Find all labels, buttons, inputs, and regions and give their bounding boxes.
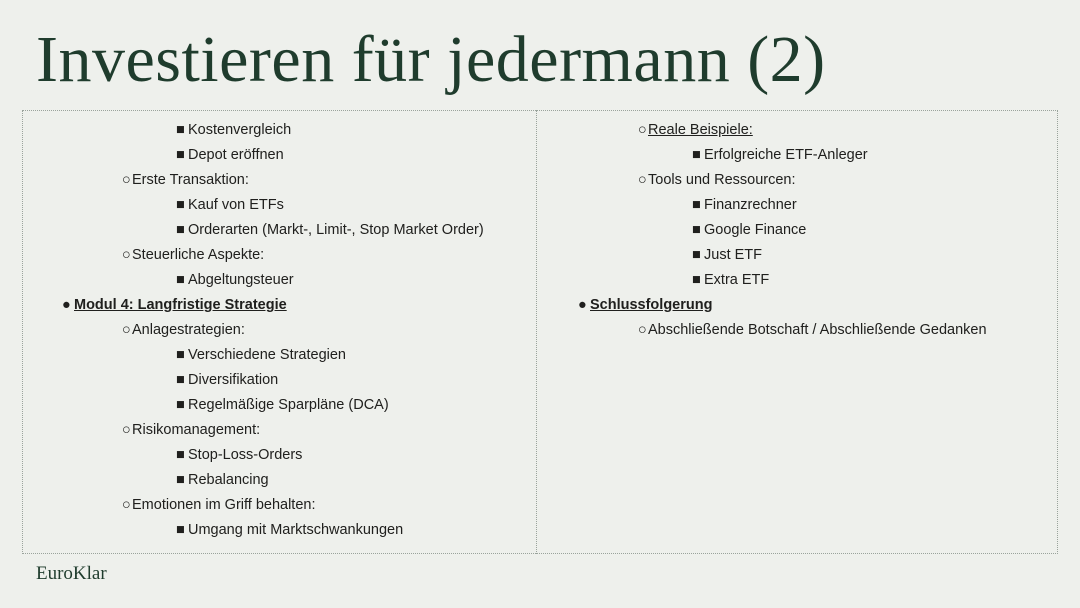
list-item-label: Abschließende Botschaft / Abschließende Gedanken — [648, 322, 987, 338]
footer-brand: EuroKlar — [36, 563, 107, 584]
list-item — [22, 493, 536, 518]
bullet-icon: ■ — [176, 372, 185, 388]
right-bullet-list — [538, 118, 1058, 343]
list-item-label: Kauf von ETFs — [188, 197, 284, 213]
bullet-icon: ■ — [176, 397, 185, 413]
bullet-icon: ■ — [176, 522, 185, 538]
list-item — [22, 418, 536, 443]
left-column — [22, 110, 536, 554]
list-item — [538, 193, 1058, 218]
bullet-icon: ○ — [122, 247, 131, 263]
list-item — [538, 143, 1058, 168]
left-bullet-list — [22, 118, 536, 543]
list-item-label: Depot eröffnen — [188, 147, 284, 163]
bullet-icon: ○ — [122, 322, 131, 338]
right-column — [536, 110, 1058, 554]
list-item — [22, 318, 536, 343]
bullet-icon: ■ — [176, 122, 185, 138]
list-item-label: Erste Transaktion: — [132, 172, 249, 188]
list-item — [538, 218, 1058, 243]
bullet-icon: ○ — [122, 422, 131, 438]
list-item — [22, 343, 536, 368]
list-item — [538, 168, 1058, 193]
list-item — [22, 118, 536, 143]
bullet-icon: ■ — [692, 222, 701, 238]
page-title: Investieren für jedermann (2) — [36, 23, 826, 96]
bullet-icon: ■ — [692, 197, 701, 213]
bullet-icon: ■ — [176, 347, 185, 363]
list-item — [22, 218, 536, 243]
list-item — [22, 393, 536, 418]
bullet-icon: ● — [62, 297, 71, 313]
list-item-label: Finanzrechner — [704, 197, 797, 213]
list-item-label: Rebalancing — [188, 472, 269, 488]
list-item — [538, 318, 1058, 343]
list-item — [22, 243, 536, 268]
list-item-label: Orderarten (Markt-, Limit-, Stop Market Order) — [188, 222, 484, 238]
list-item-label: Extra ETF — [704, 272, 770, 288]
list-item — [22, 293, 536, 318]
bullet-icon: ■ — [176, 147, 185, 163]
bullet-icon: ■ — [176, 222, 185, 238]
bullet-icon: ○ — [638, 322, 647, 338]
bullet-icon: ■ — [176, 447, 185, 463]
list-item — [538, 268, 1058, 293]
list-item-label: Anlagestrategien: — [132, 322, 245, 338]
list-item — [22, 468, 536, 493]
bullet-icon: ■ — [692, 247, 701, 263]
list-item-label: Modul 4: Langfristige Strategie — [74, 297, 287, 313]
list-item-label: Just ETF — [704, 247, 763, 263]
list-item-label: Abgeltungsteuer — [188, 272, 294, 288]
list-item-label: Stop-Loss-Orders — [188, 447, 303, 463]
list-item-label: Google Finance — [704, 222, 807, 238]
bullet-icon: ■ — [176, 197, 185, 213]
bullet-icon: ■ — [692, 272, 701, 288]
bullet-icon: ■ — [692, 147, 701, 163]
content-columns — [22, 110, 1058, 554]
list-item-label: Diversifikation — [188, 372, 279, 388]
bullet-icon: ■ — [176, 472, 185, 488]
list-item — [22, 168, 536, 193]
bullet-icon: ○ — [122, 497, 131, 513]
bullet-icon: ○ — [638, 122, 647, 138]
list-item — [538, 243, 1058, 268]
list-item-label: Reale Beispiele: — [648, 122, 753, 138]
list-item — [538, 293, 1058, 318]
list-item-label: Schlussfolgerung — [590, 297, 713, 313]
bullet-icon: ● — [578, 297, 587, 313]
list-item — [22, 443, 536, 468]
list-item-label: Kostenvergleich — [188, 122, 292, 138]
list-item — [22, 518, 536, 543]
list-item-label: Steuerliche Aspekte: — [132, 247, 265, 263]
list-item-label: Emotionen im Griff behalten: — [132, 497, 316, 513]
list-item — [22, 368, 536, 393]
bullet-icon: ○ — [638, 172, 647, 188]
list-item — [22, 143, 536, 168]
list-item — [22, 268, 536, 293]
list-item — [538, 118, 1058, 143]
list-item-label: Umgang mit Marktschwankungen — [188, 522, 404, 538]
bullet-icon: ○ — [122, 172, 131, 188]
list-item-label: Erfolgreiche ETF-Anleger — [704, 147, 868, 163]
list-item-label: Risikomanagement: — [132, 422, 261, 438]
list-item-label: Regelmäßige Sparpläne (DCA) — [188, 397, 389, 413]
list-item-label: Tools und Ressourcen: — [648, 172, 796, 188]
bullet-icon: ■ — [176, 272, 185, 288]
list-item — [22, 193, 536, 218]
list-item-label: Verschiedene Strategien — [188, 347, 346, 363]
